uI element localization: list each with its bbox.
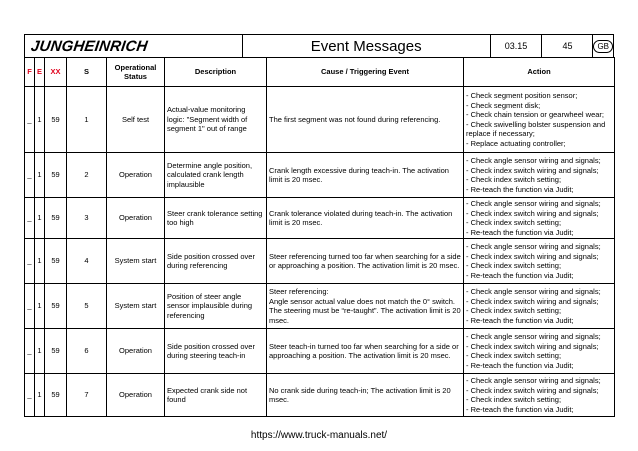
version-label: 03.15	[491, 35, 543, 57]
page-title: Event Messages	[243, 35, 491, 57]
cell-e: 1	[35, 198, 45, 239]
cell-f: _	[25, 153, 35, 198]
cell-action: - Check angle sensor wiring and signals; - Check index switch wiring and signals; - Check index switch setting; - Re-teach the function via Judit;	[464, 329, 615, 374]
cell-e: 1	[35, 87, 45, 153]
cell-action: - Check angle sensor wiring and signals; - Check index switch wiring and signals; - Check index switch setting; - Re-teach the function via Judit;	[464, 239, 615, 284]
cell-f: _	[25, 374, 35, 417]
cell-cause: Steer referencing: Angle sensor actual value does not match the 0° switch. The steering must be “re-taught”. The activation limit is 20 msec.	[267, 284, 464, 329]
cell-status: Operation	[107, 198, 165, 239]
cell-status: Self test	[107, 87, 165, 153]
cell-f: _	[25, 239, 35, 284]
cell-s: 2	[67, 153, 107, 198]
table-row	[25, 329, 615, 374]
cell-s: 3	[67, 198, 107, 239]
cell-xx: 59	[45, 329, 67, 374]
cell-xx: 59	[45, 284, 67, 329]
cell-description: Side position crossed over during steering teach-in	[165, 329, 267, 374]
col-status-header: Operational Status	[107, 58, 165, 87]
cell-description: Determine angle position, calculated crank length implausible	[165, 153, 267, 198]
language-badge: GB	[593, 35, 613, 57]
cell-f: _	[25, 198, 35, 239]
cell-e: 1	[35, 329, 45, 374]
cell-status: System start	[107, 284, 165, 329]
table-row	[25, 87, 615, 153]
document-page	[24, 34, 614, 417]
cell-cause: The first segment was not found during referencing.	[267, 87, 464, 153]
cell-e: 1	[35, 374, 45, 417]
page-number: 45	[542, 35, 593, 57]
cell-action: - Check angle sensor wiring and signals; - Check index switch wiring and signals; - Check index switch setting; - Re-teach the function via Judit;	[464, 153, 615, 198]
cell-xx: 59	[45, 198, 67, 239]
cell-action: - Check angle sensor wiring and signals; - Check index switch wiring and signals; - Check index switch setting; - Re-teach the function via Judit;	[464, 284, 615, 329]
cell-s: 5	[67, 284, 107, 329]
col-cause-header: Cause / Triggering Event	[267, 58, 464, 87]
cell-cause: No crank side during teach-in; The activation limit is 20 msec.	[267, 374, 464, 417]
col-s-header: S	[67, 58, 107, 87]
cell-f: _	[25, 329, 35, 374]
cell-status: Operation	[107, 153, 165, 198]
page-header	[24, 34, 614, 57]
brand-logo: JUNGHEINRICH	[25, 35, 243, 57]
event-messages-table	[24, 57, 615, 417]
cell-cause: Steer teach-in turned too far when searching for a side or approaching a position. The activation limit is 20 msec.	[267, 329, 464, 374]
cell-action: - Check angle sensor wiring and signals; - Check index switch wiring and signals; - Check index switch setting; - Re-teach the function via Judit;	[464, 198, 615, 239]
cell-xx: 59	[45, 374, 67, 417]
cell-s: 1	[67, 87, 107, 153]
cell-s: 7	[67, 374, 107, 417]
col-description-header: Description	[165, 58, 267, 87]
cell-description: Expected crank side not found	[165, 374, 267, 417]
cell-f: _	[25, 284, 35, 329]
cell-status: Operation	[107, 329, 165, 374]
cell-e: 1	[35, 239, 45, 284]
cell-xx: 59	[45, 153, 67, 198]
cell-status: Operation	[107, 374, 165, 417]
footer-url: https://www.truck-manuals.net/	[250, 430, 388, 441]
col-f-header: F	[25, 58, 35, 87]
cell-f: _	[25, 87, 35, 153]
cell-description: Steer crank tolerance setting too high	[165, 198, 267, 239]
table-row	[25, 239, 615, 284]
table-row	[25, 198, 615, 239]
cell-action: - Check segment position sensor; - Check segment disk; - Check chain tension or gearwheel wear; - Check swivelling bolster suspension and replace if necessary; - Replace actuating controller;	[464, 87, 615, 153]
cell-cause: Crank tolerance violated during teach-in. The activation limit is 20 msec.	[267, 198, 464, 239]
cell-e: 1	[35, 284, 45, 329]
cell-action: - Check angle sensor wiring and signals; - Check index switch wiring and signals; - Check index switch setting; - Re-teach the function via Judit;	[464, 374, 615, 417]
col-e-header: E	[35, 58, 45, 87]
cell-description: Side position crossed over during referencing	[165, 239, 267, 284]
col-xx-header: XX	[45, 58, 67, 87]
cell-description: Position of steer angle sensor implausible during referencing	[165, 284, 267, 329]
cell-description: Actual-value monitoring logic: "Segment width of segment 1" out of range	[165, 87, 267, 153]
cell-cause: Steer referencing turned too far when searching for a side or approaching a position. The activation limit is 20 msec.	[267, 239, 464, 284]
cell-status: System start	[107, 239, 165, 284]
table-row	[25, 374, 615, 417]
col-action-header: Action	[464, 58, 615, 87]
cell-xx: 59	[45, 239, 67, 284]
table-header-row	[25, 58, 615, 87]
cell-e: 1	[35, 153, 45, 198]
cell-s: 4	[67, 239, 107, 284]
cell-s: 6	[67, 329, 107, 374]
cell-xx: 59	[45, 87, 67, 153]
cell-cause: Crank length excessive during teach-in. The activation limit is 20 msec.	[267, 153, 464, 198]
table-row	[25, 284, 615, 329]
table-row	[25, 153, 615, 198]
